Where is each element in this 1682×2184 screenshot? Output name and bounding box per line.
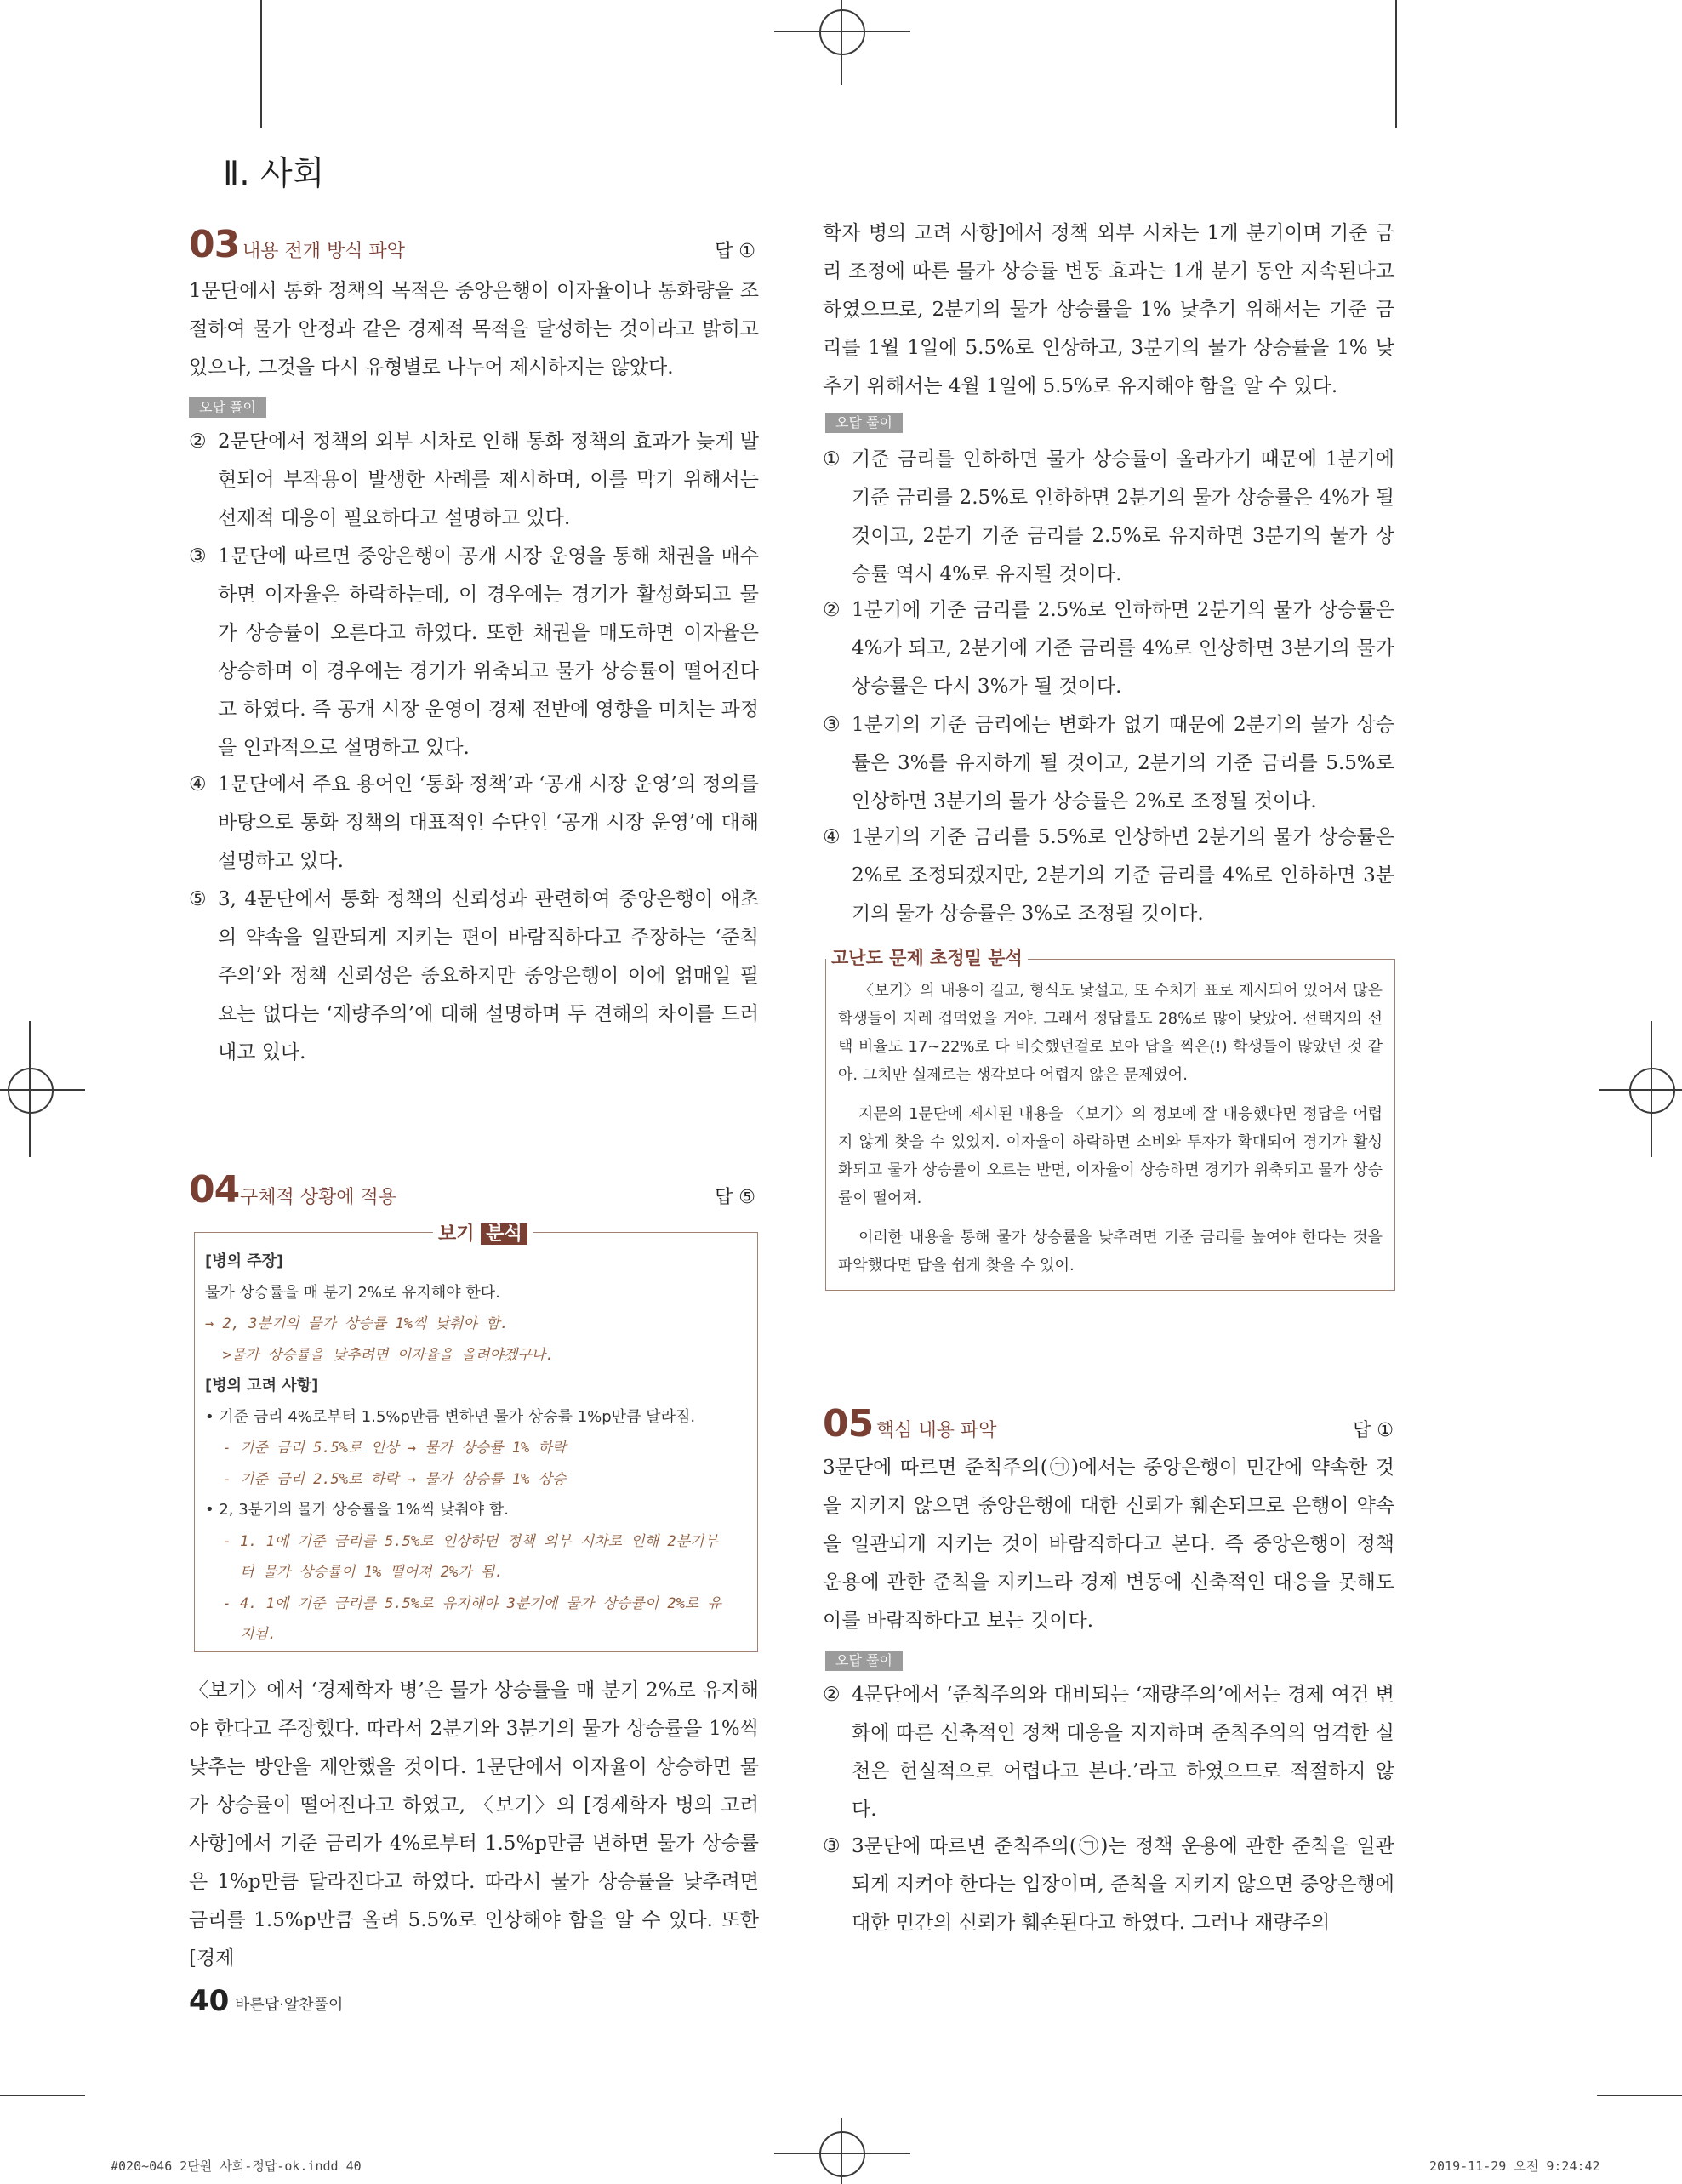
option-explanation [189, 881, 759, 1072]
explanation-paragraph: 〈보기〉에서 ‘경제학자 병’은 물가 상승률을 매 분기 2%로 유지해야 한다고 주장했다. 따라서 2분기와 3분기의 물가 상승률을 1%씩 낮추는 방안을 제안했을 것이다. 1문단에서 이자율이 상승하면 물가 상승률이 떨어진다고 하였고, 〈보기〉의 [경제학자 병의 고려 사항]에서 기준 금리가 4%로부터 1.5%p만큼 변하면 물가 상승률은 1%p만큼 달라진다고 하였다. 따라서 물가 상승률을 낮추려면 금리를 1.5%p만큼 올려 5.5%로 인상해야 함을 알 수 있다. 또한 [경제 [189, 1679, 759, 1970]
box-line: • 2, 3분기의 물가 상승률을 1%씩 낮춰야 함. [205, 1501, 510, 1519]
option-number: ③ [189, 545, 207, 567]
page-number: 40 [189, 1984, 230, 2018]
registration-mark [819, 2131, 865, 2177]
answer-label: 답 ⑤ [715, 1187, 755, 1208]
print-timestamp: 2019-11-29 오전 9:24:42 [1429, 2158, 1600, 2174]
registration-mark [1629, 1068, 1675, 1114]
option-explanation [823, 1676, 1394, 1829]
wrong-answer-tag: 오답 풀이 [825, 413, 903, 433]
option-explanation [823, 441, 1394, 594]
crop-mark [1395, 0, 1397, 128]
wrong-answer-tag: 오답 풀이 [825, 1651, 903, 1671]
question-heading: 핵심 내용 파악 [876, 1420, 997, 1441]
box-line: • 기준 금리 4%로부터 1.5%p만큼 변하면 물가 상승률 1%p만큼 달라짐. [205, 1407, 696, 1426]
box-subheading: [병의 주장] [205, 1252, 284, 1270]
tip-paragraph: 이러한 내용을 통해 물가 상승률을 낮추려면 기준 금리를 높여야 한다는 것을 파악했다면 답을 쉽게 찾을 수 있어. [838, 1229, 1383, 1274]
box-line: 물가 상승률을 매 분기 2%로 유지해야 한다. [205, 1283, 500, 1302]
question-number: 05 [823, 1402, 874, 1446]
option-number: ② [189, 431, 207, 453]
handwritten-note: >물가 상승률을 낮추려면 이자율을 올려야겠구나. [205, 1346, 555, 1364]
option-text: 3, 4문단에서 통화 정책의 신뢰성과 관련하여 중앙은행이 애초의 약속을 일관되게 지키는 편이 바람직하다고 주장하는 ‘준칙주의’와 정책 신뢰성은 중요하지만 중앙은행이 이에 얽매일 필요는 없다는 ‘재량주의’에 대해 설명하며 두 견해의 차이를 드러내고 있다. [218, 888, 759, 1063]
option-explanation [823, 818, 1394, 933]
view-analysis-box [194, 1223, 758, 1652]
section-title: Ⅱ. 사회 [223, 155, 325, 193]
handwritten-note: - 기준 금리 2.5%로 하락 → 물가 상승률 1% 상승 [205, 1470, 567, 1488]
option-explanation [823, 706, 1394, 821]
crop-mark [1597, 2095, 1682, 2096]
question-heading: 구체적 상황에 적용 [240, 1187, 397, 1208]
option-explanation [823, 591, 1394, 706]
option-number: ③ [823, 1835, 841, 1857]
box-title [433, 1219, 533, 1246]
option-explanation [189, 423, 759, 538]
tip-title: 고난도 문제 초정밀 분석 [826, 944, 1028, 970]
option-text: 기준 금리를 인하하면 물가 상승률이 올라가기 때문에 1분기에 기준 금리를 2.5%로 인하하면 2분기의 물가 상승률은 4%가 될 것이고, 2분기 기준 금리를 2.5%로 유지하면 3분기의 물가 상승률 역시 4%로 유지될 것이다. [852, 448, 1394, 585]
option-text: 4문단에서 ‘준칙주의와 대비되는 ‘재량주의’에서는 경제 여건 변화에 따른 신축적인 정책 대응을 지지하며 준칙주의의 엄격한 실천은 현실적으로 어렵다고 본다.’라고 하였으므로 적절하지 않다. [852, 1684, 1394, 1821]
box-subheading: [병의 고려 사항] [205, 1377, 319, 1394]
option-number: ④ [823, 826, 841, 848]
tip-box [825, 948, 1395, 1291]
box-lines [205, 1246, 750, 1651]
handwritten-note: 터 물가 상승률이 1% 떨어져 2%가 됨. [205, 1564, 504, 1581]
option-explanation [823, 1828, 1394, 1942]
option-text: 1문단에서 주요 용어인 ‘통화 정책’과 ‘공개 시장 운영’의 정의를 바탕으로 통화 정책의 대표적인 수단인 ‘공개 시장 운영’에 대해 설명하고 있다. [218, 773, 759, 872]
tip-paragraph: 〈보기〉의 내용이 길고, 형식도 낯설고, 또 수치가 표로 제시되어 있어서 많은 학생들이 지레 겁먹었을 거야. 그래서 정답률도 28%로 많이 낮았어. 선택지의 선택 비율도 17~22%로 다 비슷했던걸로 보아 답을 찍은(!) 학생들이 많았던 것 같아. 그치만 실제로는 생각보다 어렵지 않은 문제였어. [838, 982, 1383, 1084]
option-number: ② [823, 599, 841, 621]
answer-label: 답 ① [715, 241, 755, 262]
file-name: #020~046 2단원 사회-정답-ok.indd 40 [111, 2158, 362, 2174]
book-title: 바른답·알찬풀이 [235, 1996, 344, 2014]
crop-mark [260, 0, 262, 128]
option-number: ① [823, 448, 841, 470]
option-text: 1분기의 기준 금리를 5.5%로 인상하면 2분기의 물가 상승률은 2%로 조정되겠지만, 2분기의 기준 금리를 4%로 인하하면 3분기의 물가 상승률은 3%로 조정될 것이다. [852, 826, 1394, 925]
explanation-paragraph: 1문단에서 통화 정책의 목적은 중앙은행이 이자율이나 통화량을 조절하여 물가 안정과 같은 경제적 목적을 달성하는 것이라고 밝히고 있으나, 그것을 다시 유형별로 나누어 제시하지는 않았다. [189, 280, 759, 379]
handwritten-note: - 4. 1에 기준 금리를 5.5%로 유지해야 3분기에 물가 상승률이 2%로 유 [205, 1594, 721, 1612]
option-number: ③ [823, 714, 841, 736]
answer-label: 답 ① [1353, 1420, 1394, 1441]
registration-mark [8, 1068, 54, 1114]
option-explanation [189, 766, 759, 881]
handwritten-note: - 1. 1에 기준 금리를 5.5%로 인상하면 정책 외부 시차로 인해 2분기부 [205, 1532, 718, 1550]
explanation-paragraph: 3문단에 따르면 준칙주의(㉠)에서는 중앙은행이 민간에 약속한 것을 지키지 않으면 중앙은행에 대한 신뢰가 훼손되므로 은행이 약속을 일관되게 지키는 것이 바람직하다고 본다. 즉 중앙은행이 정책 운용에 관한 준칙을 지키느라 경제 변동에 신축적인 대응을 못해도 이를 바람직하다고 보는 것이다. [823, 1457, 1394, 1632]
wrong-answer-tag: 오답 풀이 [189, 397, 266, 418]
option-number: ④ [189, 773, 207, 795]
registration-mark [819, 9, 865, 55]
box-title-highlight: 분석 [481, 1223, 527, 1245]
option-text: 1분기에 기준 금리를 2.5%로 인하하면 2분기의 물가 상승률은 4%가 되고, 2분기에 기준 금리를 4%로 인상하면 3분기의 물가 상승률은 다시 3%가 될 것이다. [852, 599, 1394, 698]
crop-mark [0, 2095, 85, 2096]
explanation-paragraph-continued: 학자 병의 고려 사항]에서 정책 외부 시차는 1개 분기이며 기준 금리 조정에 따른 물가 상승률 변동 효과는 1개 분기 동안 지속된다고 하였으므로, 2분기의 물가 상승률을 1% 낮추기 위해서는 기준 금리를 1월 1일에 5.5%로 인상하고, 3분기의 물가 상승률을 1% 낮추기 위해서는 4월 1일에 5.5%로 유지해야 함을 알 수 있다. [823, 222, 1394, 397]
handwritten-note: 지됨. [205, 1626, 277, 1643]
option-number: ⑤ [189, 888, 207, 910]
option-text: 2문단에서 정책의 외부 시차로 인해 통화 정책의 효과가 늦게 발현되어 부작용이 발생한 사례를 제시하며, 이를 막기 위해서는 선제적 대응이 필요하다고 설명하고 있다. [218, 431, 759, 529]
option-text: 1분기의 기준 금리에는 변화가 없기 때문에 2분기의 물가 상승률은 3%를 유지하게 될 것이고, 2분기의 기준 금리를 5.5%로 인상하면 3분기의 물가 상승률은 2%로 조정될 것이다. [852, 714, 1394, 813]
option-text: 3문단에 따르면 준칙주의(㉠)는 정책 운용에 관한 준칙을 일관되게 지켜야 한다는 입장이며, 준칙을 지키지 않으면 중앙은행에 대한 민간의 신뢰가 훼손된다고 하였다. 그러나 재량주의 [852, 1835, 1394, 1934]
box-title-text: 보기 [438, 1223, 475, 1245]
handwritten-note: - 기준 금리 5.5%로 인상 → 물가 상승률 1% 하락 [205, 1440, 567, 1457]
option-explanation [189, 538, 759, 767]
option-number: ② [823, 1684, 841, 1706]
handwritten-note: → 2, 3분기의 물가 상승률 1%씩 낮춰야 함. [205, 1315, 509, 1332]
option-text: 1문단에 따르면 중앙은행이 공개 시장 운영을 통해 채권을 매수하면 이자율은 하락하는데, 이 경우에는 경기가 활성화되고 물가 상승률이 오른다고 하였다. 또한 채권을 매도하면 이자율은 상승하며 이 경우에는 경기가 위축되고 물가 상승률이 떨어진다고 하였다. 즉 공개 시장 운영이 경제 전반에 영향을 미치는 과정을 인과적으로 설명하고 있다. [218, 545, 759, 759]
question-number: 03 [189, 223, 240, 266]
question-heading: 내용 전개 방식 파악 [242, 241, 405, 262]
tip-paragraph: 지문의 1문단에 제시된 내용을 〈보기〉의 정보에 잘 대응했다면 정답을 어렵지 않게 찾을 수 있었지. 이자율이 하락하면 소비와 투자가 확대되어 경기가 활성화되고 물가 상승률이 오르는 반면, 이자율이 상승하면 경기가 위축되고 물가 상승률이 떨어져. [838, 1105, 1383, 1207]
question-number: 04 [189, 1168, 240, 1212]
